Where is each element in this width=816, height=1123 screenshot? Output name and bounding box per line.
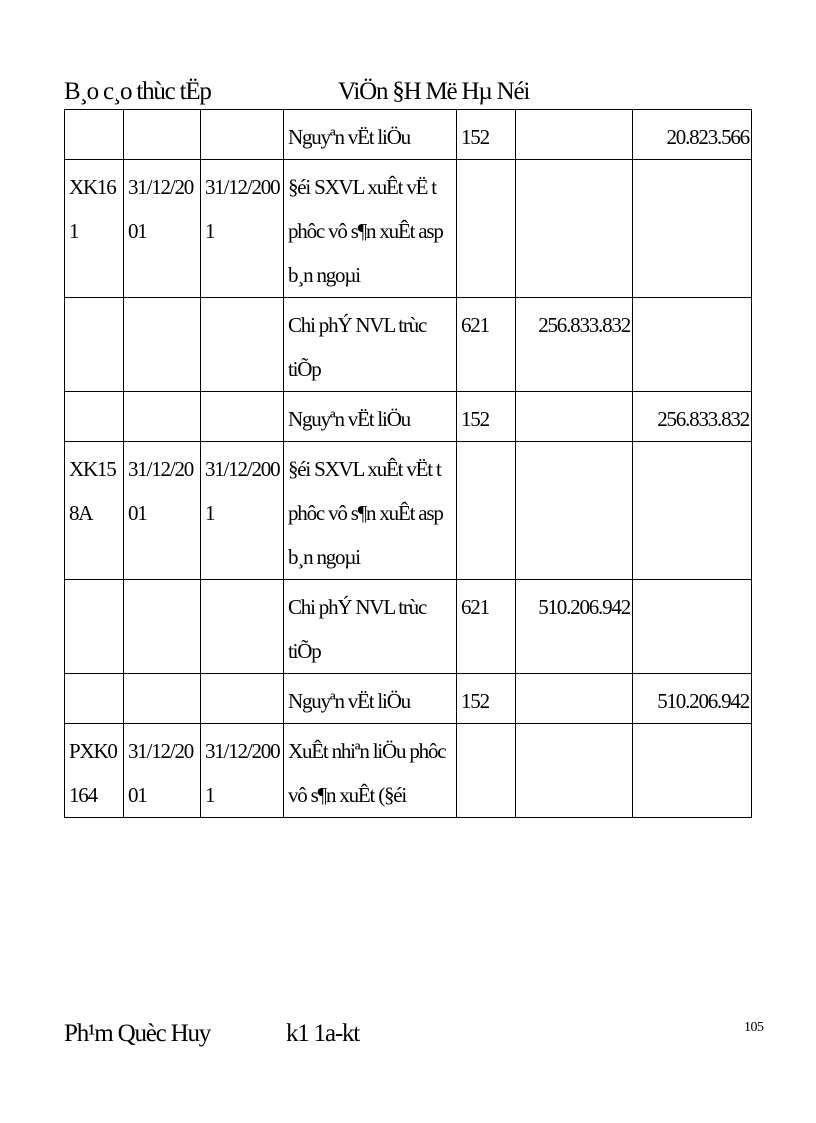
cell-text-line: 31/12/20 — [128, 175, 194, 199]
cell-text-line: 1 — [69, 219, 79, 243]
voucher-number-cell — [65, 160, 124, 298]
cell-text: 20.823.566 — [666, 125, 749, 149]
credit-amount-cell — [633, 674, 752, 724]
table-row — [65, 580, 752, 674]
cell-text-line: 31/12/20 — [128, 457, 194, 481]
cell-text-line: 31/12/200 — [205, 739, 280, 763]
debit-amount-cell — [516, 442, 633, 580]
voucher-date-cell — [124, 724, 201, 818]
credit-amount-cell — [633, 442, 752, 580]
cell-text-line: Nguyªn vËt liÖu — [288, 125, 410, 149]
page-footer — [0, 1020, 816, 1060]
cell-text-line: 164 — [69, 783, 97, 807]
account-cell — [457, 674, 516, 724]
page-number: 105 — [744, 1020, 764, 1035]
table-row — [65, 298, 752, 392]
ledger-body — [65, 110, 752, 818]
credit-amount-cell — [633, 724, 752, 818]
voucher-date-cell — [124, 110, 201, 160]
debit-amount-cell — [516, 392, 633, 442]
posting-date-cell — [201, 392, 284, 442]
posting-date-cell — [201, 110, 284, 160]
cell-text-line: XK15 — [69, 457, 116, 481]
cell-text-line: 01 — [128, 501, 147, 525]
cell-text-line: 8A — [69, 501, 93, 525]
account-cell — [457, 160, 516, 298]
voucher-number-cell — [65, 724, 124, 818]
cell-text: 152 — [461, 689, 489, 713]
credit-amount-cell — [633, 392, 752, 442]
posting-date-cell — [201, 724, 284, 818]
cell-text: 152 — [461, 407, 489, 431]
debit-amount-cell — [516, 724, 633, 818]
cell-text-line: 01 — [128, 219, 147, 243]
voucher-number-cell — [65, 298, 124, 392]
cell-text-line: phôc vô s¶n xuÊt asp — [288, 501, 443, 525]
cell-text: 256.833.832 — [538, 313, 630, 337]
voucher-number-cell — [65, 110, 124, 160]
cell-text-line: Chi phÝ NVL trùc — [288, 595, 427, 619]
cell-text-line: phôc vô s¶n xuÊt asp — [288, 219, 443, 243]
voucher-number-cell — [65, 442, 124, 580]
description-cell — [284, 160, 457, 298]
table-row — [65, 724, 752, 818]
table-row — [65, 392, 752, 442]
credit-amount-cell — [633, 160, 752, 298]
posting-date-cell — [201, 160, 284, 298]
cell-text-line: §éi SXVL xuÊt vËt t — [288, 457, 441, 481]
voucher-number-cell — [65, 674, 124, 724]
description-cell — [284, 724, 457, 818]
posting-date-cell — [201, 442, 284, 580]
account-cell — [457, 110, 516, 160]
cell-text-line: 31/12/200 — [205, 175, 280, 199]
table-row — [65, 160, 752, 298]
table-row — [65, 110, 752, 160]
debit-amount-cell — [516, 110, 633, 160]
debit-amount-cell — [516, 580, 633, 674]
cell-text-line: Nguyªn vËt liÖu — [288, 407, 410, 431]
cell-text: 152 — [461, 125, 489, 149]
cell-text-line: b¸n ngoµi — [288, 545, 360, 569]
cell-text-line: 1 — [205, 783, 215, 807]
cell-text-line: tiÕp — [288, 357, 321, 381]
debit-amount-cell — [516, 160, 633, 298]
cell-text-line: 01 — [128, 783, 147, 807]
cell-text-line: 31/12/20 — [128, 739, 194, 763]
voucher-date-cell — [124, 674, 201, 724]
cell-text-line: XK16 — [69, 175, 116, 199]
report-title: B¸o c¸o thùc tËp — [64, 78, 211, 105]
posting-date-cell — [201, 674, 284, 724]
cell-text-line: Nguyªn vËt liÖu — [288, 689, 410, 713]
class-code: k1 1a-kt — [286, 1020, 360, 1047]
cell-text: 256.833.832 — [657, 407, 749, 431]
debit-amount-cell — [516, 298, 633, 392]
cell-text: 621 — [461, 313, 489, 337]
debit-amount-cell — [516, 674, 633, 724]
account-cell — [457, 298, 516, 392]
description-cell — [284, 298, 457, 392]
posting-date-cell — [201, 298, 284, 392]
voucher-date-cell — [124, 392, 201, 442]
page-header — [0, 78, 816, 110]
voucher-date-cell — [124, 298, 201, 392]
cell-text: 510.206.942 — [657, 689, 749, 713]
cell-text-line: XuÊt nhiªn liÖu phôc — [288, 739, 446, 763]
voucher-number-cell — [65, 392, 124, 442]
description-cell — [284, 392, 457, 442]
description-cell — [284, 580, 457, 674]
institution-name: ViÖn §H Më Hµ Néi — [338, 78, 530, 105]
description-cell — [284, 110, 457, 160]
cell-text-line: b¸n ngoµi — [288, 263, 360, 287]
posting-date-cell — [201, 580, 284, 674]
account-cell — [457, 580, 516, 674]
cell-text-line: §éi SXVL xuÊt vË t — [288, 175, 436, 199]
voucher-date-cell — [124, 160, 201, 298]
credit-amount-cell — [633, 580, 752, 674]
cell-text-line: 1 — [205, 219, 215, 243]
description-cell — [284, 442, 457, 580]
cell-text-line: 31/12/200 — [205, 457, 280, 481]
account-cell — [457, 442, 516, 580]
account-cell — [457, 724, 516, 818]
table-row — [65, 442, 752, 580]
cell-text-line: 1 — [205, 501, 215, 525]
table-row — [65, 674, 752, 724]
cell-text-line: PXK0 — [69, 739, 117, 763]
cell-text: 621 — [461, 595, 489, 619]
voucher-number-cell — [65, 580, 124, 674]
ledger-table — [64, 109, 752, 818]
author-name: Ph¹m Quèc Huy — [64, 1020, 211, 1047]
voucher-date-cell — [124, 580, 201, 674]
cell-text-line: Chi phÝ NVL trùc — [288, 313, 427, 337]
credit-amount-cell — [633, 110, 752, 160]
voucher-date-cell — [124, 442, 201, 580]
cell-text: 510.206.942 — [538, 595, 630, 619]
account-cell — [457, 392, 516, 442]
credit-amount-cell — [633, 298, 752, 392]
description-cell — [284, 674, 457, 724]
cell-text-line: tiÕp — [288, 639, 321, 663]
cell-text-line: vô s¶n xuÊt (§éi — [288, 783, 407, 807]
